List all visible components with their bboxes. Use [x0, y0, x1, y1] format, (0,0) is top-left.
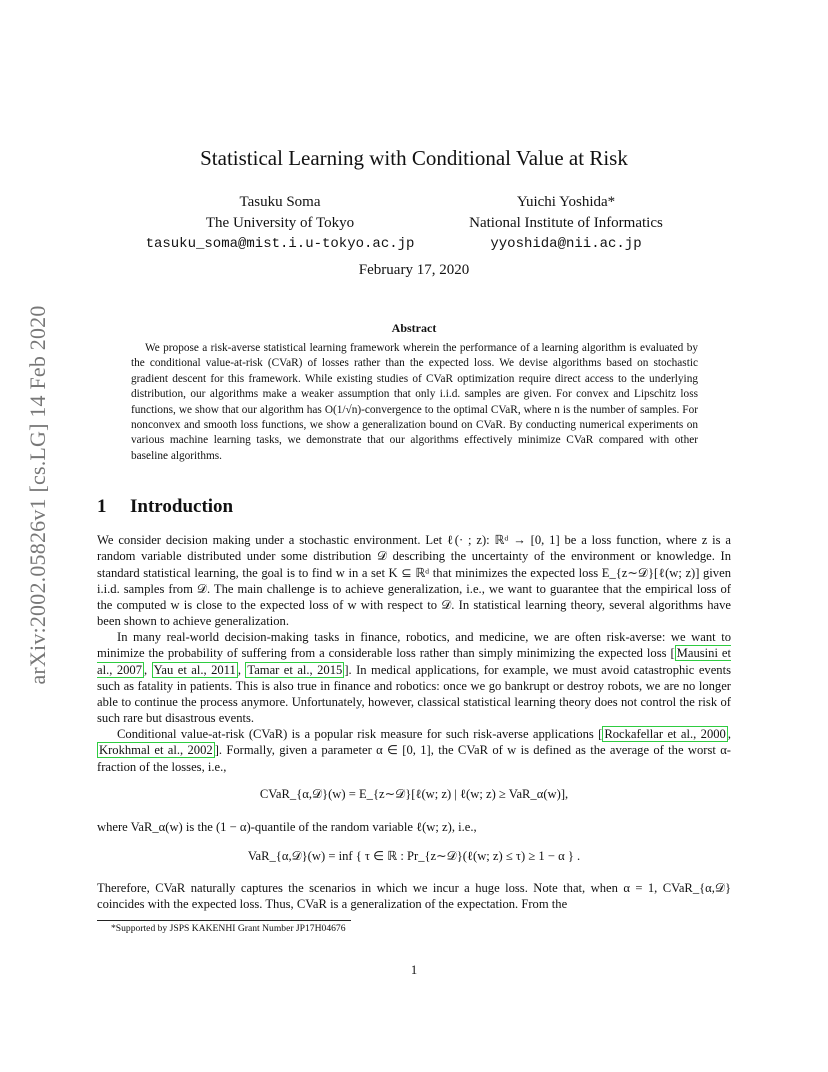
- paragraph-text: Conditional value-at-risk (CVaR) is a popular risk measure for such risk-averse applications: [117, 727, 599, 741]
- citation-link[interactable]: Mausini et al., 2007: [97, 646, 731, 677]
- section-heading: [97, 496, 233, 518]
- citation-link[interactable]: Krokhmal et al., 2002: [99, 743, 213, 758]
- author-email[interactable]: yyoshida@nii.ac.jp: [490, 236, 642, 252]
- citation-link[interactable]: Rockafellar et al., 2000: [604, 727, 726, 741]
- paragraph-text: In many real-world decision-making tasks in finance, robotics, and medicine, we are often risk-averse: we want to minimize the probability of suffering from a considerable loss rather than simply minimizing the expected loss: [97, 630, 731, 661]
- footnote: *Supported by JSPS KAKENHI Grant Number JP17H04676: [111, 923, 346, 934]
- author-email[interactable]: tasuku_soma@mist.i.u-tokyo.ac.jp: [145, 236, 415, 252]
- author-name: Tasuku Soma: [239, 194, 321, 210]
- arxiv-sidebar: [16, 285, 60, 705]
- paragraph-3: Conditional value-at-risk (CVaR) is a popular risk measure for such risk-averse applications [ Rockafellar et al., 2000 , Krokhmal et al., 2002 ]. Formally, given a parameter α ∈ [0, 1], the CVaR of w is defined as the average of the worst α-fraction of the losses, i.e.,: [97, 727, 731, 774]
- author-affiliation: The University of Tokyo: [205, 215, 355, 231]
- paragraph-5: Therefore, CVaR naturally captures the scenarios in which we incur a huge loss. Note that, when α = 1, CVaR_{α,𝒟} coincides with the expected loss. Thus, CVaR is a generalization of the expectation. From the: [97, 881, 731, 912]
- page-number: 1: [410, 963, 418, 977]
- equation-cvar: CVaR_{α,𝒟}(w) = E_{z∼𝒟}[ℓ(w; z) | ℓ(w; z) ≥ VaR_α(w)],: [259, 787, 569, 801]
- abstract-heading: Abstract: [391, 321, 437, 335]
- author-block-2: [416, 192, 716, 255]
- section-number: 1: [97, 496, 107, 517]
- paper-date: February 17, 2020: [358, 262, 470, 278]
- paragraph-text: . Formally, given a parameter α ∈ [0, 1], the CVaR of w is defined as the average of the worst α-fraction of the losses, i.e.,: [97, 743, 731, 774]
- author-name: Yuichi Yoshida*: [516, 194, 616, 210]
- equation-var: VaR_{α,𝒟}(w) = inf { τ ∈ ℝ : Pr_{z∼𝒟}(ℓ(w; z) ≤ τ) ≥ 1 − α } .: [247, 849, 581, 863]
- paragraph-2: In many real-world decision-making tasks in finance, robotics, and medicine, we are often risk-averse: we want to minimize the probability of suffering from a considerable loss rather than simply minimizing the expected loss [ Mausini et al., 2007 , Yau et al., 2011 , Tamar et al., 2015 ]. In medical applications, for example, we must avoid catastrophic events such as fatality in patients. This is also true in finance and robotics: once we go bankrupt or destroy robots, we are no longer able to continue the process anymore. Unfortunately, however, classical statistical learning theory does not control the risk of such rare but disastrous events.: [97, 630, 731, 726]
- paper-title: Statistical Learning with Conditional Value at Risk: [200, 146, 628, 170]
- arxiv-identifier: arXiv:2002.05826v1 [cs.LG] 14 Feb 2020: [25, 305, 50, 685]
- citation-link[interactable]: Tamar et al., 2015: [247, 662, 343, 677]
- abstract-text: We propose a risk-averse statistical learning framework wherein the performance of a learning algorithm is evaluated by the conditional value-at-risk (CVaR) of losses rather than the expected loss. We devise algorithms based on stochastic gradient descent for this framework. While existing studies of CVaR optimization require direct access to the underlying distribution, our algorithms make a weaker assumption that only i.i.d. samples are given. For convex and Lipschitz loss functions, we show that our algorithm has O(1/√n)-convergence to the optimal CVaR, where n is the number of samples. For nonconvex and smooth loss functions, we show a generalization bound on CVaR. By conducting numerical experiments on various machine learning tasks, we demonstrate that our algorithms effectively minimize CVaR compared with other baseline algorithms.: [131, 342, 698, 462]
- author-affiliation: National Institute of Informatics: [469, 215, 663, 231]
- author-block-1: [130, 192, 430, 255]
- paragraph-4: where VaR_α(w) is the (1 − α)-quantile of the random variable ℓ(w; z), i.e.,: [97, 820, 477, 834]
- footnote-rule: [97, 920, 351, 921]
- paragraph-1: We consider decision making under a stochastic environment. Let ℓ(· ; z): ℝᵈ → [0, 1] be a loss function, where z is a random variable distributed under some distribution 𝒟 describing the uncertainty of the environment or knowledge. In standard statistical learning, the goal is to find w in a set K ⊆ ℝᵈ that minimizes the expected loss E_{z∼𝒟}[ℓ(w; z)] given i.i.d. samples from 𝒟. The main challenge is to achieve generalization, i.e., we want to guarantee that the empirical loss of the computed w is close to the expected loss of w with respect to 𝒟. In statistical learning theory, several algorithms have been shown to achieve generalization.: [97, 533, 731, 629]
- section-title: Introduction: [130, 496, 234, 517]
- citation-link[interactable]: Yau et al., 2011: [153, 662, 236, 677]
- paragraph-text: . In medical applications, for example, we must avoid catastrophic events such as fatality in patients. This is also true in finance and robotics: once we go bankrupt or destroy robots, we are no longer able to continue the process anymore. Unfortunately, however, classical statistical learning theory does not control the risk of such rare but disastrous events.: [97, 662, 731, 726]
